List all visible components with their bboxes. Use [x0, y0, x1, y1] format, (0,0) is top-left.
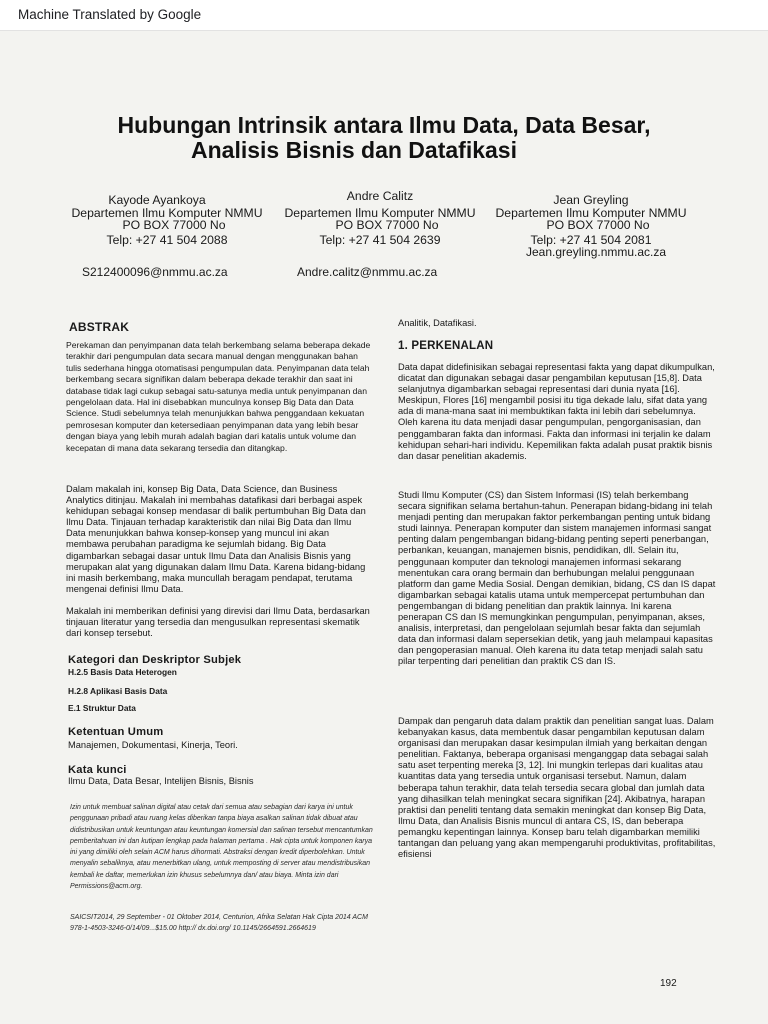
author-3-po: PO BOX 77000 No — [546, 218, 650, 232]
author-3-dept: Departemen Ilmu Komputer NMMU — [495, 205, 687, 220]
author-1-po: PO BOX 77000 No — [122, 218, 226, 232]
intro-paragraph-1: Data dapat didefinisikan sebagai representasi fakta yang dapat dikumpulkan, dicatat dan digunakan sebagai dasar pengambilan keputusan [15,8]. Data selanjutnya digambarkan sebagai representasi dari dunia nyata [16]. Meskipun, Flores [16] mengambil posisi itu tiga dekade lalu, sifat data yang ada di mana-mana saat ini membuktikan fakta ini lebih dari sebelumnya. Oleh karena itu data menjadi dasar pengumpulan, pengorganisasian, dan penggambaran fakta dan informasi. Fakta dan informasi ini terjalin ke dalam kehidupan sehari-hari individu. Kepemilikan fakta adalah pusat praktik bisnis dan dasar penelitian akademis. — [398, 362, 715, 461]
paper-title-line-2: Analisis Bisnis dan Datafikasi — [191, 137, 517, 163]
paper-title-line-1: Hubungan Intrinsik antara Ilmu Data, Data Besar, — [117, 112, 651, 138]
author-2-name: Andre Calitz — [346, 189, 414, 203]
general-terms-text: Manajemen, Dokumentasi, Kinerja, Teori. — [68, 740, 238, 750]
conference-footnote: SAICSIT2014, 29 September - 01 Oktober 2014, Centurion, Afrika Selatan Hak Cipta 2014 ACM 978-1-4503-3246-0/14/09...$15.00 http:// dx.doi.org/ 10.1145/2664591.2664619 — [70, 914, 368, 933]
general-terms-heading: Ketentuan Umum — [68, 726, 164, 738]
category-item: H.2.5 Basis Data Heterogen — [68, 667, 177, 677]
intro-paragraph-3: Dampak dan pengaruh data dalam praktik dan penelitian sangat luas. Dalam kebanyakan kasus, data membentuk dasar pengambilan keputusan dalam organisasi dan merupakan dasar kesimpulan ilmiah yang berkaitan dengan penelitian. Faktanya, beberapa organisasi menganggap data sebagai salah satu aset terpenting mereka [3, 12]. Ini mungkin terlepas dari kualitas atau kuantitas data yang tersedia untuk organisasi tersebut. Namun, dalam beberapa tahun terakhir, data telah tersedia secara global dan jumlah data yang dihasilkan telah meningkat secara signifikan [24]. Akibatnya, harapan praktisi dan peneliti tentang data semakin meningkat dan konsep Big Data, Ilmu Data, dan Analisis Bisnis muncul di antara CS, IS, dan beberapa pemangku kepentingan lainnya. Konsep baru telah digambarkan memiliki tantangan dan peluang yang akan mempengaruhi produktivitas, profitabilitas, efisiensi — [398, 716, 716, 860]
author-3-name: Jean Greyling — [553, 193, 629, 207]
author-2-po: PO BOX 77000 No — [335, 218, 439, 232]
introduction-heading: 1. PERKENALAN — [398, 340, 494, 352]
author-3 — [494, 194, 688, 246]
intro-paragraph-2: Studi Ilmu Komputer (CS) dan Sistem Informasi (IS) telah berkembang secara signifikan selama bertahun-tahun. Penerapan bidang-bidang ini telah menjadi penting dan merupakan faktor perkembangan penting untuk bidang studi lainnya. Penerapan komputer dan sistem manajemen informasi sangat penting dalam pengembangan bidang-bidang penting seperti penerbangan, perbankan, keuangan, manajemen bisnis, pendidikan, dll. Selain itu, penggunaan komputer dan teknologi manajemen informasi sekarang menentukan cara orang bermain dan berhubungan melalui penggunaan platform dan game Media Sosial. Dengan demikian, bidang, CS dan IS dapat digambarkan sebagai katalis utama untuk mempercepat pertumbuhan dan pengembangan di bidang penelitian dan praktik lainnya. Ini karena penerapan CS dan IS memungkinkan pengumpulan, penyimpanan, akses, analisis, interpretasi, dan pengelolaan sejumlah besar fakta dan sejumlah data dan informasi dalam sepersekian detik, yang jauh melampaui kapasitas dan pengoperasian manual. Oleh karena itu data tetap menjadi salah satu pilar terpenting dari penelitian dan praktik CS dan IS. — [398, 490, 716, 667]
categories-heading: Kategori dan Deskriptor Subjek — [68, 654, 242, 666]
author-2-dept: Departemen Ilmu Komputer NMMU — [284, 205, 476, 220]
author-1 — [70, 194, 264, 246]
author-1-name: Kayode Ayankoya — [108, 193, 206, 207]
abstract-paragraph-1: Perekaman dan penyimpanan data telah berkembang selama beberapa dekade terakhir dari pengumpulan data secara manual dengan menggunakan bahan tulis sederhana hingga otomatisasi pengumpulan data. Penyimpanan data telah berkembang secara signifikan dalam beberapa dekade terakhir dan saat ini database tidak lagi cukup sebagai satu-satunya media untuk penyimpanan dan pengelolaan data. Hal ini disebabkan munculnya konsep Big Data dan Data Science. Studi sebelumnya telah menunjukkan bahwa penggandaan kekuatan pemrosesan komputer dan ketersediaan penyimpanan data yang lebih besar dengan biaya yang lebih murah adalah bagian dari katalis untuk volume dan kecepatan di mana data sekarang tersedia dan ditangkap. — [66, 340, 371, 453]
author-3-tel: Telp: +27 41 504 2081 — [530, 232, 652, 247]
author-3-email: Jean.greyling.nmmu.ac.za — [526, 245, 667, 259]
category-item: E.1 Struktur Data — [68, 703, 136, 713]
author-1-tel: Telp: +27 41 504 2088 — [106, 232, 228, 247]
copyright-footnote: Izin untuk membuat salinan digital atau cetak dari semua atau sebagian dari karya ini untuk penggunaan pribadi atau ruang kelas diberikan tanpa biaya asalkan salinan tidak dibuat atau didistribusikan untuk keuntungan atau keuntungan komersial dan salinan tersebut mencantumkan pemberitahuan ini dan kutipan lengkap pada halaman pertama . Hak cipta untuk komponen karya ini yang dimiliki oleh selain ACM harus dihormati. Abstraksi dengan kredit diperbolehkan. Untuk menyalin sebaliknya, atau menerbitkan ulang, untuk memposting di server atau mendistribusikan kembali ke daftar, memerlukan izin khusus sebelumnya dan/ atau biaya. Minta izin dari Permissions@acm.org. — [70, 804, 373, 891]
abstract-paragraph-2: Dalam makalah ini, konsep Big Data, Data Science, dan Business Analytics ditinjau. Makalah ini membahas datafikasi dari berbagai aspek kehidupan sebagai konsep mendasar di balik pertumbuhan Big Data dan Ilmu Data. Tinjauan terhadap karakteristik dan nilai Big Data dan Ilmu Data menunjukkan bahwa konsep-konsep yang muncul ini akan membawa perubahan paradigma ke sejumlah bidang. Big Data digambarkan sebagai dasar untuk Ilmu Data dan Analisis Bisnis yang merupakan alat yang digunakan dalam Ilmu Data. Karena bidang-bidang ini masih berkembang, maka muncullah beragam pendapat, terutama mengenai definisi Ilmu Data. — [66, 484, 366, 594]
page-number: 192 — [660, 978, 677, 989]
keywords-continuation: Analitik, Datafikasi. — [398, 318, 477, 328]
abstract-paragraph-3: Makalah ini memberikan definisi yang direvisi dari Ilmu Data, berdasarkan tinjauan literatur yang tersedia dan mengusulkan representasi skematik dari konsep tersebut. — [66, 606, 370, 639]
keywords-text: Ilmu Data, Data Besar, Intelijen Bisnis, Bisnis — [68, 776, 254, 786]
abstract-heading: ABSTRAK — [69, 320, 130, 334]
author-2-email: Andre.calitz@nmmu.ac.za — [297, 265, 438, 279]
author-1-email: S212400096@nmmu.ac.za — [82, 265, 228, 279]
translation-label: Machine Translated by Google — [18, 7, 202, 22]
keywords-heading: Kata kunci — [68, 764, 127, 776]
author-1-dept: Departemen Ilmu Komputer NMMU — [71, 205, 263, 220]
author-2 — [283, 190, 477, 246]
category-item: H.2.8 Aplikasi Basis Data — [68, 686, 168, 696]
author-2-tel: Telp: +27 41 504 2639 — [319, 232, 441, 247]
